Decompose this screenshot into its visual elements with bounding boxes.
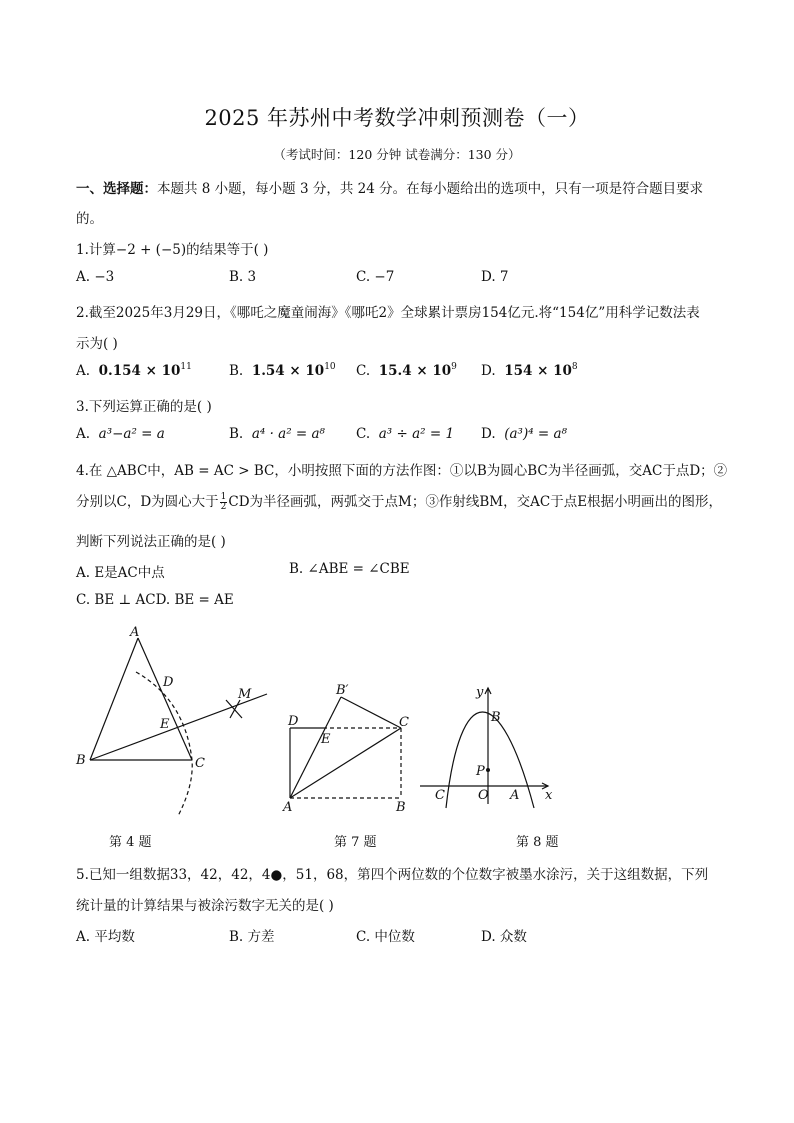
q3-option-a-label: A. <box>76 426 91 442</box>
q3-option-d-label: D. <box>481 426 496 442</box>
fig4-ray-bm <box>90 694 267 760</box>
fraction-numerator: 1 <box>220 492 227 502</box>
fig8-label-b: B <box>491 710 501 725</box>
section-text-cont: 的。 <box>76 211 103 227</box>
fig8-point-p <box>486 768 490 772</box>
q1-option-d: D. 7 <box>481 269 509 285</box>
q2-option-c-label: C. <box>356 363 371 379</box>
q2-option-d-label: D. <box>481 363 496 379</box>
q5-option-c: C. 中位数 <box>356 929 415 945</box>
q4-option-b: B. ∠ABE = ∠CBE <box>289 561 410 577</box>
fig8-caption: 第 8 题 <box>516 835 559 850</box>
fig4-label-e: E <box>160 717 170 732</box>
q3-option-b <box>229 426 325 442</box>
q2-option-a-label: A. <box>76 363 91 379</box>
q4-stem-cont <box>76 490 722 512</box>
fig4-label-c: C <box>195 756 205 771</box>
fig4-label-m: M <box>238 687 252 702</box>
q2-option-c <box>356 363 457 379</box>
q5-stem: 5.已知一组数据33，42，42，4●，51，68，第四个两位数的个位数字被墨水涂污，关于这组数据，下列 <box>76 867 709 883</box>
q3-option-b-label: B. <box>229 426 244 442</box>
q2-option-b-exp: 10 <box>324 362 336 372</box>
figure-8 <box>416 680 566 815</box>
fig8-label-x: x <box>545 788 553 803</box>
q4-stem-end: 判断下列说法正确的是( ) <box>76 534 226 550</box>
q3-option-a <box>76 426 165 442</box>
q3-option-d-expr: (a³)⁴ = a⁸ <box>504 426 567 442</box>
figure-4 <box>70 620 280 820</box>
q2-option-a <box>76 363 192 379</box>
q4-option-cd: C. BE ⊥ ACD. BE = AE <box>76 592 234 608</box>
fig7-diagonal-ac <box>290 728 401 798</box>
q5-option-d: D. 众数 <box>481 929 527 945</box>
fig7-label-a: A <box>283 800 293 815</box>
section-heading: 一、选择题： <box>76 181 157 197</box>
fig7-label-bprime: B′ <box>336 683 349 698</box>
fig8-parabola <box>446 712 534 808</box>
q4-stem-pre: 分别以C，D为圆心大于 <box>76 494 219 510</box>
q1-option-c: C. −7 <box>356 269 395 285</box>
q3-option-c <box>356 426 454 442</box>
q2-option-c-base: 15.4 × 10 <box>378 363 452 379</box>
fig7-fold-ab <box>290 697 341 798</box>
fig4-label-d: D <box>163 675 174 690</box>
fig7-label-d: D <box>288 714 299 729</box>
q2-option-b-label: B. <box>229 363 244 379</box>
fig4-label-a: A <box>130 625 140 640</box>
q2-option-b <box>229 363 336 379</box>
q4-stem-post: CD为半径画弧，两弧交于点M；③作射线BM，交AC于点E根据小明画出的图形， <box>228 494 723 510</box>
q2-stem-cont: 示为( ) <box>76 336 118 352</box>
figure-7 <box>280 680 420 815</box>
fig7-label-b: B <box>396 800 406 815</box>
exam-title: 2025 年苏州中考数学冲刺预测卷（一） <box>204 106 590 130</box>
q3-option-c-label: C. <box>356 426 371 442</box>
fig4-label-b: B <box>76 753 86 768</box>
fig7-caption: 第 7 题 <box>334 835 377 850</box>
fig4-side-ab <box>90 638 138 760</box>
section-heading-line <box>76 177 703 197</box>
q2-option-c-exp: 9 <box>451 362 457 372</box>
section-text: 本题共 8 小题，每小题 3 分，共 24 分。在每小题给出的选项中，只有一项是符合题目要求 <box>157 181 704 197</box>
one-half-fraction <box>220 493 228 512</box>
q3-option-b-expr: a⁴ · a² = a⁸ <box>251 426 325 442</box>
fig7-fold-bc <box>341 697 401 728</box>
fig8-label-a: A <box>510 788 520 803</box>
fig7-label-e: E <box>321 732 331 747</box>
q2-option-d-base: 154 × 10 <box>504 363 572 379</box>
fig4-side-ac <box>138 638 192 760</box>
fig8-label-y: y <box>476 685 484 700</box>
q1-option-b: B. 3 <box>229 269 257 285</box>
q3-option-a-expr: a³−a² = a <box>98 426 165 442</box>
q4-stem: 4.在 △ABC中，AB = AC > BC，小明按照下面的方法作图：①以B为圆心BC为半径画弧，交AC于点D；② <box>76 463 728 479</box>
q2-option-d <box>481 363 578 379</box>
q2-stem: 2.截至2025年3月29日，《哪吒之魔童闹海》《哪吒2》全球累计票房154亿元.将“154亿”用科学记数法表 <box>76 305 700 321</box>
q5-option-a: A. 平均数 <box>76 929 135 945</box>
q2-option-a-base: 0.154 × 10 <box>98 363 181 379</box>
q3-option-d <box>481 426 567 442</box>
q5-option-b: B. 方差 <box>229 929 275 945</box>
fig8-label-c: C <box>435 788 445 803</box>
q3-option-c-expr: a³ ÷ a² = 1 <box>378 426 455 442</box>
q2-option-b-base: 1.54 × 10 <box>251 363 325 379</box>
q1-option-a: A. −3 <box>76 269 115 285</box>
q4-option-a: A. E是AC中点 <box>76 565 165 581</box>
fig7-label-c: C <box>399 715 409 730</box>
q1-stem: 1.计算−2 + (−5)的结果等于( ) <box>76 242 269 258</box>
fig4-arc-m2 <box>230 700 240 718</box>
q3-stem: 3.下列运算正确的是( ) <box>76 399 212 415</box>
fig8-label-p: P <box>476 764 485 779</box>
fig8-label-o: O <box>478 788 489 803</box>
fraction-denominator: 2 <box>220 502 227 512</box>
q5-stem-cont: 统计量的计算结果与被涂污数字无关的是( ) <box>76 898 334 914</box>
fig4-arc-b <box>136 672 192 816</box>
fig4-caption: 第 4 题 <box>109 835 152 850</box>
q2-option-d-exp: 8 <box>571 362 578 372</box>
q2-option-a-exp: 11 <box>180 362 192 372</box>
exam-subtitle: （考试时间：120 分钟 试卷满分：130 分） <box>273 147 521 162</box>
